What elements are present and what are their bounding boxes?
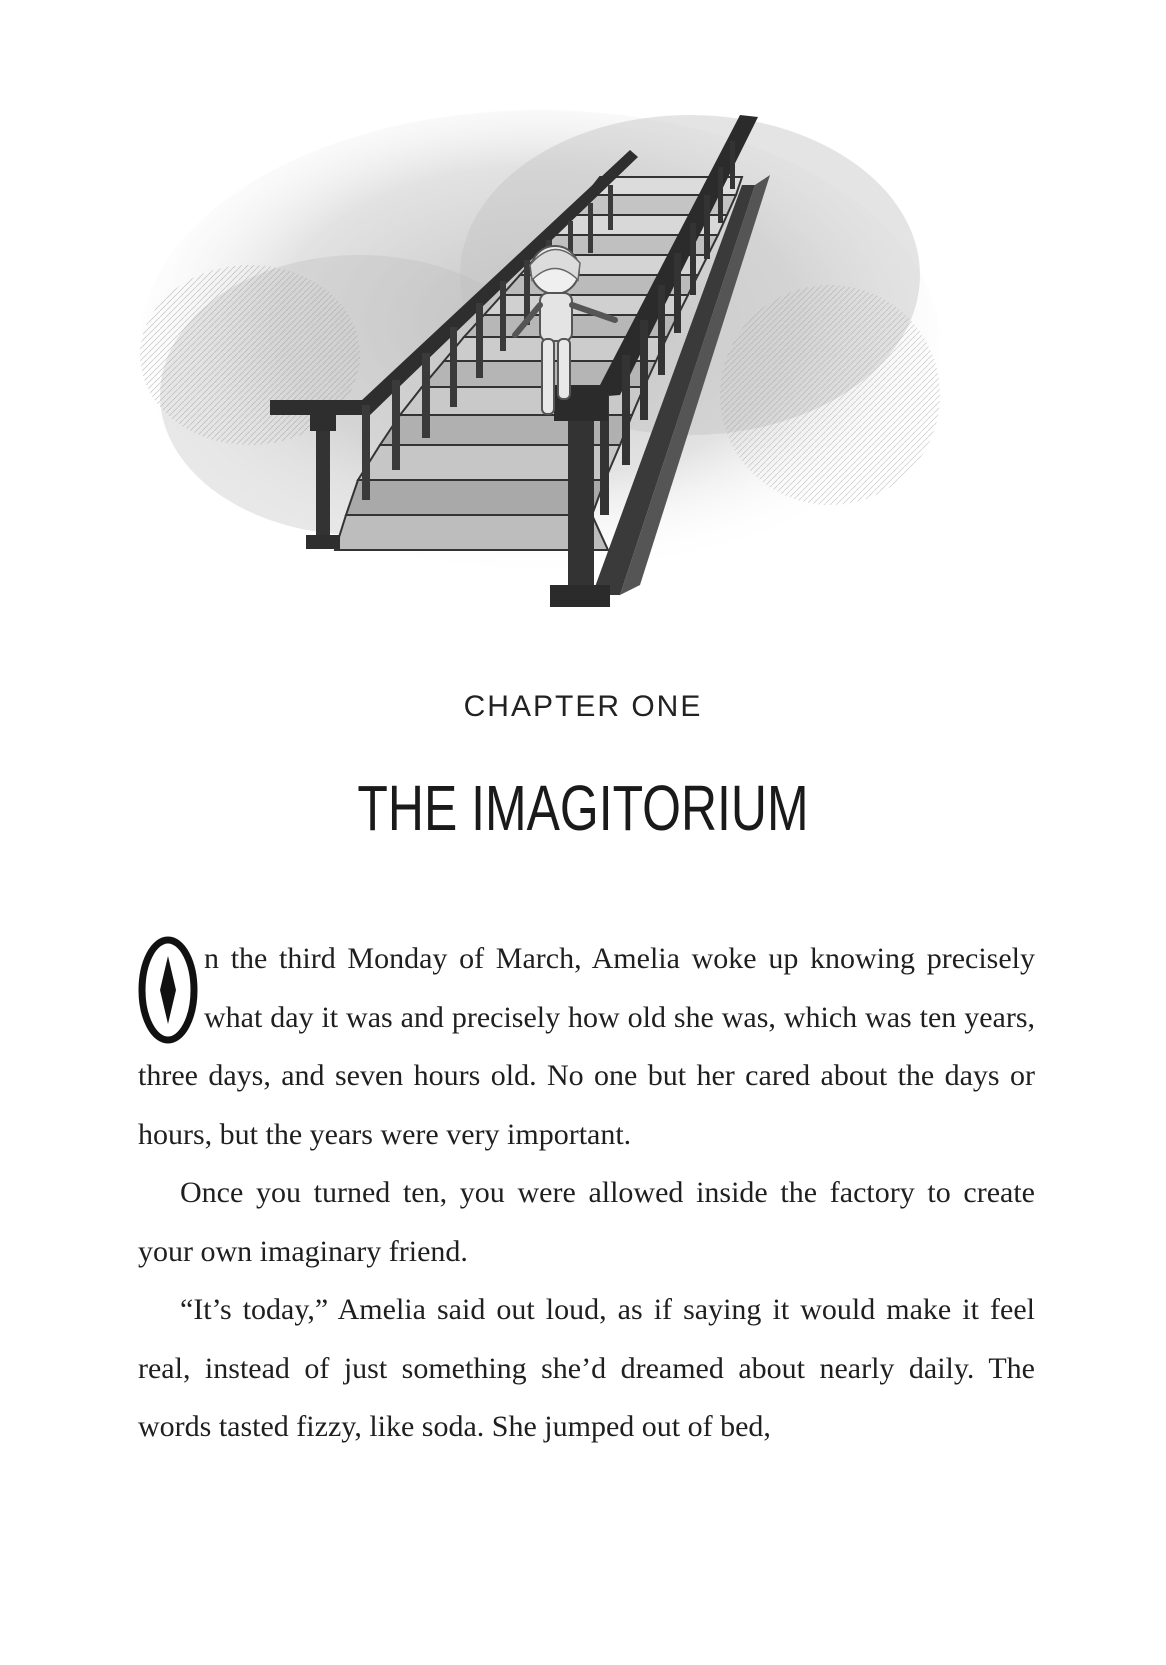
paragraph-1-text: n the third Monday of March, Amelia woke up knowing precisely what day it was and precisely how old she was, which was ten years, three days, and seven hours old. No one but her cared about the days or hours, but the years were very important. <box>138 942 1035 1151</box>
drop-cap-o <box>138 934 198 1046</box>
staircase-illustration <box>130 95 950 655</box>
drop-cap-letter: O <box>138 934 139 935</box>
chapter-body <box>138 930 1035 1457</box>
paragraph-1 <box>138 930 1035 1164</box>
paragraph-3: “It’s today,” Amelia said out loud, as if saying it would make it feel real, instead of just something she’d dreamed about nearly daily. The words tasted fizzy, like soda. She jumped out of bed, <box>138 1293 1035 1443</box>
paragraph-2: Once you turned ten, you were allowed inside the factory to create your own imaginary friend. <box>138 1176 1035 1268</box>
chapter-label: CHAPTER ONE <box>463 690 703 723</box>
chapter-title: THE IMAGITORIUM <box>357 772 809 844</box>
